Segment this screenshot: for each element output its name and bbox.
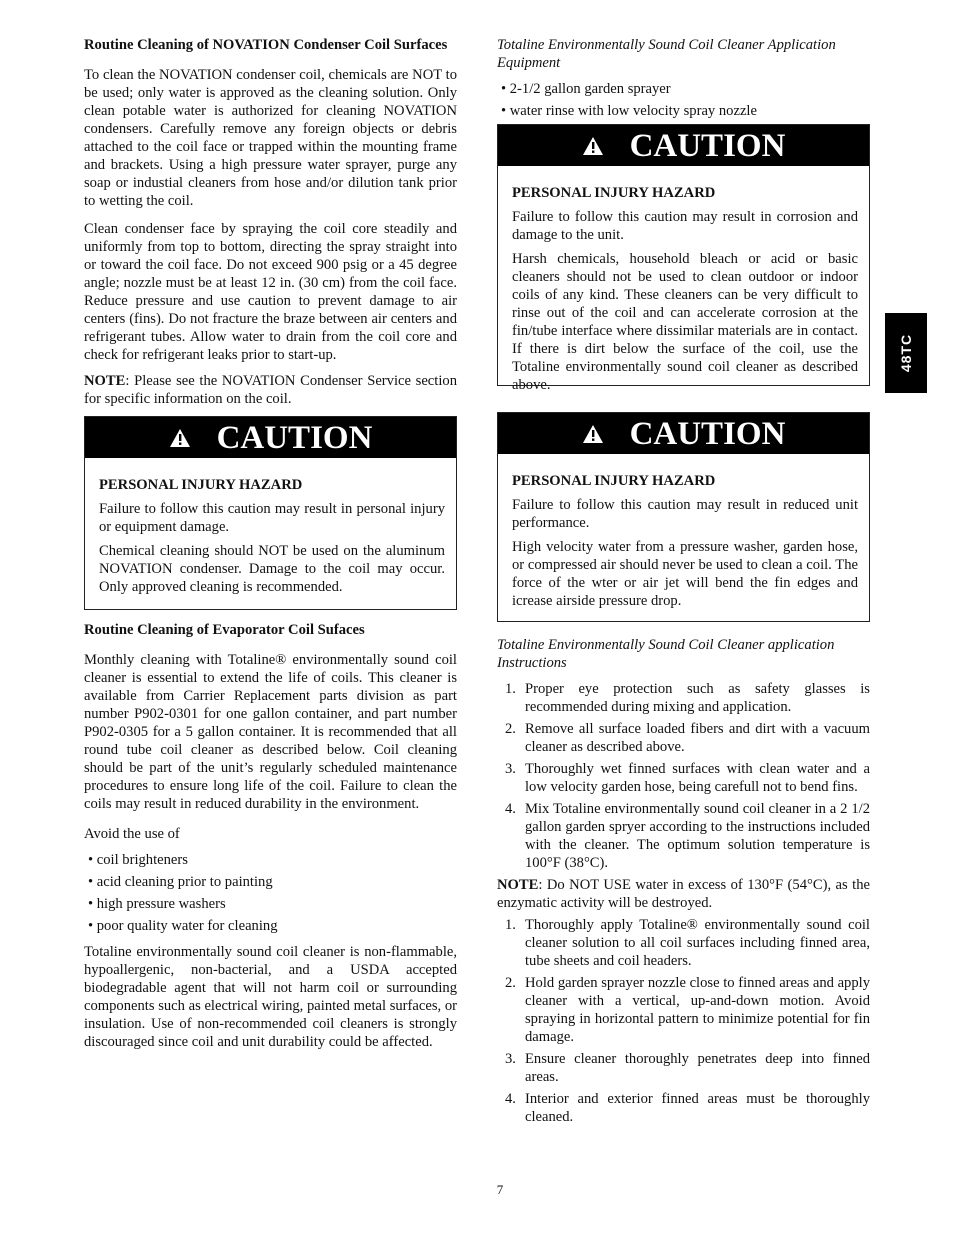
note-text: : Do NOT USE water in excess of 130°F (54°C), as the enzymatic activity will be destroyed. (497, 877, 870, 911)
hazard-heading: PERSONAL INJURY HAZARD (512, 473, 716, 489)
paragraph: To clean the NOVATION condenser coil, chemicals are NOT to be used; only water is approved as the cleaning solution. Only clean potable water is authorized for cleaning NOVATION condensers. Carefully remove any foreign objects or debris attached to the coil face or trapped within the mounting frame and brackets. Using a high pressure water sprayer, purge any soap or industial cleaners from hose and/or dilution tank prior to wetting the coil. (84, 67, 457, 209)
list-item: 2. Remove all surface loaded fibers and dirt with a vacuum cleaner as described above. (505, 721, 870, 755)
list-item: 1. Thoroughly apply Totaline® environmentally sound coil cleaner solution to all coil surfaces including finned area, tube sheets and coil headers. (505, 917, 870, 969)
note-label: NOTE (497, 877, 539, 893)
side-tab-label: 48TC (897, 333, 914, 373)
caution-paragraph: Failure to follow this caution may result in corrosion and damage to the unit. (512, 209, 858, 243)
caution-paragraph: High velocity water from a pressure washer, garden hose, or compressed air should never be used to clean a coil. The force of the wter or air jet will bend the fin edges and icrease airside pressure drop. (512, 539, 858, 609)
caution-box (497, 412, 870, 622)
list-item: • poor quality water for cleaning (88, 918, 278, 934)
instruction-list (497, 680, 870, 872)
caution-box (84, 416, 457, 610)
caution-box (497, 124, 870, 393)
caution-banner (498, 413, 869, 454)
caution-banner (85, 417, 456, 458)
list-item: • 2-1/2 gallon garden sprayer (501, 81, 671, 97)
caution-paragraph: Chemical cleaning should NOT be used on the aluminum NOVATION condenser. Damage to the coil may occur. Only approved cleaning is recommended. (99, 543, 445, 595)
list-item: 4. Mix Totaline environmentally sound coil cleaner in a 2 1/2 gallon garden spryer according to the instructions included with the cleaner. The optimum solution temperature is 100°F (38°C). (505, 801, 870, 871)
right-column (497, 36, 870, 1130)
caution-paragraph: Failure to follow this caution may result in personal injury or equipment damage. (99, 501, 445, 535)
hazard-heading: PERSONAL INJURY HAZARD (512, 185, 716, 201)
left-column (84, 36, 457, 1061)
paragraph: Monthly cleaning with Totaline® environmentally sound coil cleaner is essential to extend the life of coils. This cleaner is available from Carrier Replacement parts division as part number P902-0301 for one gallon container, and part number P902-0305 for a 5 gallon container. It is recommended that all round tube coil cleaner as described below. Coil cleaning should be part of the unit’s regularly scheduled maintenance procedures to ensure long life of the coil. Failure to clean the coils may result in reduced durability in the environment. (84, 652, 457, 812)
caution-banner (498, 125, 869, 166)
caution-paragraph: Harsh chemicals, household bleach or acid or basic cleaners should not be used to clean outdoor or indoor coils of any kind. These cleaners can be very difficult to rinse out of the coil and can accelerate corrosion at the fin/tube interface where dissimilar materials are in contact. If there is dirt below the surface of the coil, use the Totaline environmentally sound coil cleaner as described above. (512, 251, 858, 393)
section-heading-evaporator: Routine Cleaning of Evaporator Coil Sufaces (84, 622, 365, 638)
list-item: • water rinse with low velocity spray nozzle (501, 103, 757, 119)
instruction-list (497, 916, 870, 1126)
warning-triangle-icon (582, 424, 604, 444)
list-item: 2. Hold garden sprayer nozzle close to finned areas and apply cleaner with a vertical, up-and-down motion. Avoid spraying in horizontal pattern to minimize potential for fin damage. (505, 975, 870, 1045)
list-item: 3. Thoroughly wet finned surfaces with clean water and a low velocity garden hose, being carefull not to bend fins. (505, 761, 870, 795)
warning-triangle-icon (582, 136, 604, 156)
caution-paragraph: Failure to follow this caution may result in reduced unit performance. (512, 497, 858, 531)
caution-body (85, 458, 456, 618)
paragraph: Clean condenser face by spraying the coil core steadily and uniformly from top to bottom, directing the spray straight into or toward the coil face. Do not exceed 900 psig or a 45 degree angle; nozzle must be at least 12 in. (30 cm) from the coil face. Reduce pressure and use caution to prevent damage to air centers (fins). Do not fracture the braze between air centers and refrigerant tubes. Allow water to drain from the coil core and check for refrigerant leaks prior to start-up. (84, 221, 457, 363)
note-paragraph (497, 876, 870, 912)
list-item: 4. Interior and exterior finned areas must be thoroughly cleaned. (505, 1091, 870, 1125)
side-tab-model (885, 313, 927, 393)
caution-title: CAUTION (216, 419, 373, 456)
caution-body (498, 454, 869, 632)
list-item: 3. Ensure cleaner thoroughly penetrates deep into finned areas. (505, 1051, 870, 1085)
section-heading-novation: Routine Cleaning of NOVATION Condenser Coil Surfaces (84, 37, 448, 53)
paragraph: Totaline environmentally sound coil cleaner is non-flammable, hypoallergenic, non-bacterial, and a USDA accepted biodegradable agent that will not harm coil or surrounding components such as electrical wiring, painted metal surfaces, or insulation. Use of non-recommended coil cleaners is strongly discouraged since coil and unit durability could be affected. (84, 944, 457, 1050)
note-paragraph (84, 372, 457, 408)
warning-triangle-icon (169, 428, 191, 448)
caution-title: CAUTION (629, 415, 786, 452)
list-item: • acid cleaning prior to painting (88, 874, 273, 890)
list-item: • coil brighteners (88, 852, 188, 868)
list-item: 1. Proper eye protection such as safety glasses is recommended during mixing and application. (505, 681, 870, 715)
note-label: NOTE (84, 373, 126, 389)
note-text: : Please see the NOVATION Condenser Service section for specific information on the coil. (84, 373, 457, 407)
caution-title: CAUTION (629, 127, 786, 164)
list-item: • high pressure washers (88, 896, 226, 912)
section-heading-instructions: Totaline Environmentally Sound Coil Cleaner application Instructions (497, 637, 835, 671)
caution-body (498, 166, 869, 416)
section-heading-equipment: Totaline Environmentally Sound Coil Cleaner Application Equipment (497, 37, 836, 71)
page-number: 7 (496, 1182, 504, 1197)
paragraph: Avoid the use of (84, 826, 180, 842)
hazard-heading: PERSONAL INJURY HAZARD (99, 477, 303, 493)
